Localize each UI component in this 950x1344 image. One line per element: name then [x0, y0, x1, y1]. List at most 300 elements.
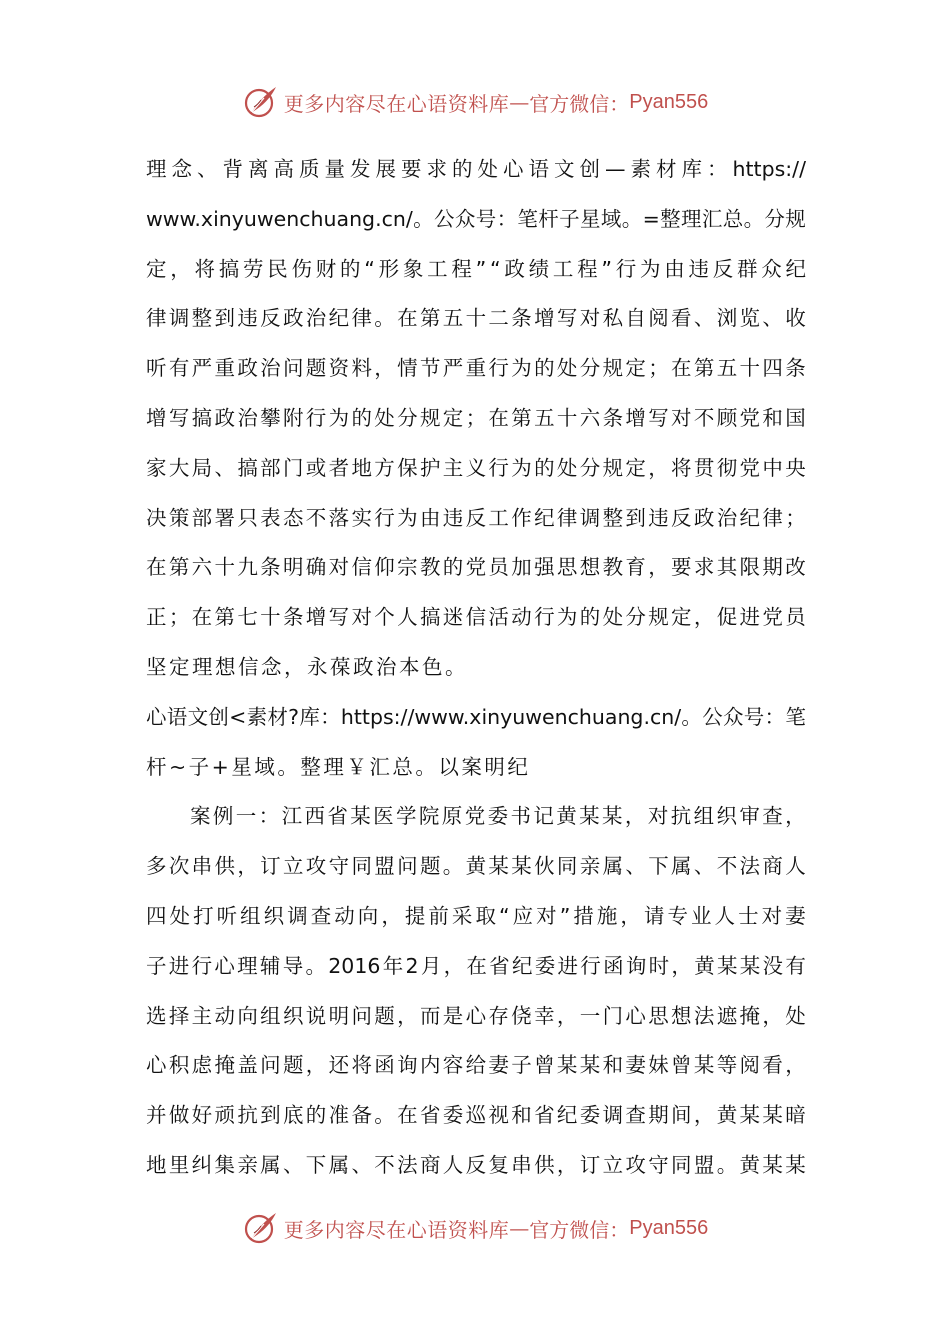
text-token: 十	[465, 306, 487, 331]
text-token: 法	[693, 1003, 715, 1028]
text-token: 分	[579, 356, 601, 381]
text-token: 语	[166, 704, 188, 729]
text-token: 规	[602, 455, 624, 480]
text-token: 部	[191, 505, 213, 530]
text-line	[146, 1091, 806, 1141]
banner-wechat-label: 官方微信：	[529, 91, 630, 116]
text-token: 某	[693, 1053, 715, 1078]
text-token: 审	[739, 804, 760, 829]
text-token: 抗	[237, 1103, 258, 1128]
text-token: 为	[640, 256, 661, 281]
text-token: 的	[351, 405, 372, 430]
text-token: https://	[732, 157, 806, 181]
text-token: —	[605, 157, 626, 181]
text-token: 仰	[374, 555, 395, 580]
text-token: 治	[237, 405, 258, 430]
text-token: 第	[511, 405, 532, 430]
text-token: 增	[146, 405, 167, 430]
banner-wechat-id: Pyan556	[629, 90, 709, 113]
text-token: 某	[785, 1152, 806, 1177]
text-token: 五	[442, 306, 464, 331]
text-token: 律	[351, 306, 372, 331]
text-token: 心	[146, 1053, 167, 1078]
footer-banner	[0, 1208, 950, 1248]
text-token: 和	[511, 1103, 532, 1128]
text-token: 月	[420, 953, 442, 978]
text-token: 政	[214, 405, 235, 430]
text-token: 写	[168, 405, 190, 430]
text-token: 保	[397, 455, 418, 480]
text-token: 形	[378, 256, 400, 281]
text-token: 查	[310, 903, 332, 928]
text-token: 要	[671, 555, 692, 580]
text-token: 集	[214, 1152, 235, 1177]
text-token: 方	[374, 455, 395, 480]
text-token: 节	[419, 356, 441, 381]
text-token: 行	[488, 356, 509, 381]
text-token: 阅	[648, 306, 669, 331]
text-token: 医	[373, 804, 394, 829]
text-token: 教	[419, 555, 441, 580]
text-token: ，	[762, 1003, 783, 1028]
text-token: 盟	[693, 1152, 715, 1177]
text-line	[146, 494, 806, 544]
text-token: 党	[739, 455, 761, 480]
text-token: 员	[488, 555, 509, 580]
text-token: 国	[785, 405, 806, 430]
text-token: 不	[716, 854, 738, 879]
text-token: 员	[785, 605, 806, 630]
text-token: 黄	[556, 804, 577, 829]
text-token: 反	[465, 505, 487, 530]
text-token: 商	[762, 854, 783, 879]
text-token: 促	[716, 605, 738, 630]
text-token: 到	[260, 1103, 281, 1128]
text-token: 例	[212, 804, 234, 829]
text-token: 其	[716, 555, 738, 580]
text-token: 省	[489, 953, 510, 978]
text-token: 对	[351, 605, 372, 630]
text-token: 和	[602, 1053, 624, 1078]
text-token: 某	[511, 854, 532, 879]
text-token: 串	[191, 854, 213, 879]
text-token: 函	[603, 953, 624, 978]
text-token: 由	[664, 256, 685, 281]
text-token: ，	[305, 1053, 327, 1078]
text-token: 行	[305, 405, 327, 430]
text-token: 思	[648, 1003, 669, 1028]
text-token: 心	[146, 704, 167, 729]
text-token: 妹	[648, 1053, 669, 1078]
text-token: 素	[630, 157, 651, 181]
text-token: 导	[282, 953, 304, 978]
text-token: 民	[267, 256, 288, 281]
text-line	[146, 942, 806, 992]
text-token: 查	[625, 1103, 646, 1128]
text-token: 个	[374, 605, 395, 630]
text-token: 号	[743, 704, 765, 729]
banner-text: 更多内容尽在心语资料库	[283, 1217, 510, 1242]
text-token: 到	[625, 505, 646, 530]
text-token: ：	[258, 804, 280, 829]
text-token: 法	[397, 1152, 418, 1177]
text-token: 供	[534, 1152, 555, 1177]
text-token: 只	[237, 505, 258, 530]
text-token: 规	[785, 206, 806, 231]
text-token: 子	[511, 1053, 532, 1078]
text-token: 心	[214, 953, 235, 978]
text-token: 高	[273, 157, 294, 181]
text-token: ，	[624, 804, 646, 829]
text-token: 十	[214, 555, 235, 580]
text-token: 分	[579, 455, 601, 480]
quill-logo-icon	[242, 1209, 280, 1247]
text-token: 工	[427, 256, 448, 281]
text-token: 。	[413, 206, 434, 231]
text-token: 行	[580, 953, 601, 978]
text-token: 处	[556, 356, 578, 381]
text-token: 程	[451, 256, 472, 281]
text-token: 取	[475, 903, 496, 928]
text-token: 串	[511, 1152, 532, 1177]
text-token: 做	[168, 1103, 190, 1128]
text-token: 严	[442, 356, 464, 381]
text-token: 里	[168, 1152, 190, 1177]
text-token: ，	[648, 555, 669, 580]
text-token: 的	[452, 157, 473, 181]
text-token: 财	[315, 256, 337, 281]
text-token: 复	[488, 1152, 509, 1177]
text-token: 学	[396, 804, 417, 829]
text-token: 对	[761, 903, 783, 928]
text-token: 调	[287, 903, 308, 928]
text-token: 调	[602, 1103, 624, 1128]
text-token: 问	[282, 356, 304, 381]
text-token: ，	[785, 804, 806, 829]
text-token: ，	[693, 605, 715, 630]
text-token: 法	[739, 854, 761, 879]
text-token: 搞	[218, 256, 240, 281]
text-token: 盖	[237, 1053, 258, 1078]
text-token: 到	[214, 306, 235, 331]
text-token: 实	[351, 505, 372, 530]
text-token: 治	[716, 505, 738, 530]
text-token: ，	[381, 903, 402, 928]
text-token: 人	[397, 605, 418, 630]
text-token: 有	[785, 953, 806, 978]
text-token: 反	[671, 505, 692, 530]
text-token: 。	[305, 953, 326, 978]
text-token: 搞	[237, 455, 258, 480]
text-token: 中	[762, 455, 783, 480]
text-token: 掩	[739, 1003, 761, 1028]
text-token: 治	[260, 356, 281, 381]
text-token: 对	[671, 405, 692, 430]
text-token: 在	[146, 555, 167, 580]
text-token: 调	[168, 306, 190, 331]
text-token: 分	[397, 405, 418, 430]
text-token: ”	[475, 256, 487, 281]
text-token: 间	[671, 1103, 692, 1128]
text-token: 决	[146, 505, 167, 530]
text-token: 黄	[716, 1103, 738, 1128]
text-token: 的	[305, 1103, 327, 1128]
text-token: 象	[402, 256, 424, 281]
text-token: 好	[191, 1103, 213, 1128]
text-token: 动	[214, 1003, 235, 1028]
text-token: 搞	[191, 405, 213, 430]
banner-separator: —	[509, 1216, 530, 1240]
text-token: 违	[688, 256, 709, 281]
text-token: 自	[625, 306, 646, 331]
text-token: 或	[305, 455, 327, 480]
text-token: 函	[374, 1053, 395, 1078]
text-token: 书	[510, 804, 531, 829]
text-token: 的	[340, 256, 361, 281]
text-token: 十	[739, 356, 761, 381]
text-line	[146, 992, 806, 1042]
text-token: 绩	[528, 256, 550, 281]
text-token: 公	[433, 206, 455, 231]
text-token: 地	[351, 455, 372, 480]
text-token: 语	[528, 157, 549, 181]
text-token: 九	[237, 555, 258, 580]
text-token: 属	[328, 1152, 350, 1177]
text-token: 违	[237, 306, 258, 331]
text-token: 底	[282, 1103, 304, 1128]
text-token: 第	[419, 306, 441, 331]
text-token: 展	[375, 157, 396, 181]
text-token: 处	[374, 405, 395, 430]
text-token: 政	[282, 306, 304, 331]
text-token: 内	[419, 1053, 441, 1078]
text-token: 增	[534, 306, 555, 331]
text-token: 护	[419, 455, 441, 480]
banner-text: 更多内容尽在心语资料库	[283, 91, 510, 116]
banner-wechat-label: 官方微信：	[529, 1217, 630, 1242]
text-token: 作	[511, 505, 532, 530]
text-token: 调	[579, 505, 601, 530]
text-token: 宗	[397, 555, 418, 580]
text-token: 。	[374, 306, 395, 331]
text-token: ，	[671, 953, 692, 978]
text-token: 处	[477, 157, 498, 181]
text-token: 题	[419, 854, 441, 879]
text-token: 盟	[374, 854, 395, 879]
text-token: 积	[168, 1053, 190, 1078]
text-token: 汇	[701, 206, 723, 231]
text-token: 题	[374, 1003, 395, 1028]
text-token: 要	[401, 157, 422, 181]
text-token: 反	[260, 306, 281, 331]
text-token: 存	[488, 1003, 509, 1028]
text-token: 质	[299, 157, 320, 181]
text-token: 五	[716, 356, 738, 381]
text-token: 人	[442, 1152, 464, 1177]
text-token: 。	[621, 206, 643, 231]
text-token: 彻	[716, 455, 738, 480]
text-token: 程	[577, 256, 598, 281]
text-token: 信	[465, 605, 487, 630]
text-token: 工	[552, 256, 574, 281]
text-line-content: 杆~子+星域。整理￥汇总。以案明纪	[146, 754, 531, 779]
text-token: 由	[419, 505, 441, 530]
text-token: 将	[351, 1053, 372, 1078]
text-token: 条	[511, 306, 532, 331]
text-token: ；	[168, 605, 190, 630]
text-token: 听	[216, 903, 238, 928]
text-token: 、	[693, 854, 715, 879]
text-token: 律	[556, 505, 578, 530]
text-token: 进	[168, 953, 190, 978]
text-token: 定	[625, 455, 646, 480]
text-token: 第	[693, 356, 715, 381]
text-token: 立	[602, 1152, 624, 1177]
text-token: 览	[739, 306, 761, 331]
text-token: 文	[554, 157, 575, 181]
text-token: 和	[762, 405, 783, 430]
text-token: 对	[579, 306, 601, 331]
text-token: 行	[374, 505, 395, 530]
text-token: 地	[146, 1152, 167, 1177]
text-token: 亲	[579, 854, 601, 879]
text-token: 攻	[305, 854, 327, 879]
text-line	[146, 294, 806, 344]
text-token: “	[364, 256, 375, 281]
text-token: 遮	[716, 1003, 738, 1028]
text-token: ，	[443, 953, 465, 978]
text-token: 人	[785, 854, 806, 879]
text-token: 为	[511, 455, 532, 480]
text-token: 限	[739, 555, 761, 580]
text-token: 委	[442, 1103, 464, 1128]
text-token: 还	[328, 1053, 350, 1078]
text-token: 四	[146, 903, 167, 928]
text-token: 说	[305, 1003, 327, 1028]
text-token: 确	[305, 555, 327, 580]
text-token: 在	[488, 405, 509, 430]
text-token: 看	[671, 306, 692, 331]
text-token: 请	[643, 903, 665, 928]
text-token: 询	[397, 1053, 418, 1078]
text-token: 、	[693, 306, 715, 331]
text-token: ，	[170, 256, 191, 281]
text-token: ，	[237, 854, 258, 879]
text-token: 案	[190, 804, 211, 829]
text-token: 业	[691, 903, 712, 928]
text-token: 大	[168, 455, 190, 480]
text-token: https://www.xinyuwenchuang.cn/	[340, 704, 682, 729]
text-line	[146, 344, 806, 394]
text-token: 子	[146, 953, 167, 978]
text-token: 年	[382, 953, 404, 978]
text-token: 条	[260, 555, 281, 580]
text-token: 问	[260, 1053, 281, 1078]
text-token: 的	[579, 605, 601, 630]
text-token: 省	[327, 804, 348, 829]
text-token: 西	[304, 804, 325, 829]
text-token: 同	[351, 854, 372, 879]
banner-separator: —	[509, 90, 530, 114]
text-line	[146, 792, 806, 842]
text-token: 多	[146, 854, 167, 879]
text-token: 前	[428, 903, 449, 928]
text-token: 守	[328, 854, 350, 879]
text-token: 期	[762, 555, 783, 580]
text-token: 落	[328, 505, 350, 530]
text-token: 顾	[716, 405, 738, 430]
text-token: 攻	[625, 1152, 646, 1177]
text-token: 、	[214, 455, 235, 480]
text-token: 违	[648, 505, 669, 530]
text-token: 笔	[517, 206, 538, 231]
text-token: 理	[680, 206, 702, 231]
text-token: 2016	[328, 953, 381, 978]
text-token: 问	[351, 1003, 372, 1028]
text-token: 处	[602, 605, 624, 630]
text-token: 为	[556, 605, 578, 630]
text-token: 商	[419, 1152, 441, 1177]
text-token: 主	[191, 1003, 213, 1028]
text-token: 搞	[419, 605, 441, 630]
text-token: 某	[579, 1053, 601, 1078]
text-token: 人	[714, 903, 736, 928]
text-token: 省	[419, 1103, 441, 1128]
text-token: 域	[600, 206, 622, 231]
text-token: 写	[648, 405, 669, 430]
text-token: 幸	[534, 1003, 555, 1028]
text-token: 是	[442, 1003, 464, 1028]
text-token: 立	[282, 854, 304, 879]
text-token: 五	[534, 405, 555, 430]
text-token: 不	[305, 505, 327, 530]
text-token: 记	[533, 804, 554, 829]
text-token: 强	[534, 555, 555, 580]
text-token: 施	[596, 903, 618, 928]
text-token: 同	[671, 1152, 692, 1177]
text-token: 某	[739, 1103, 761, 1128]
text-token: 看	[762, 1053, 783, 1078]
text-token: 纪	[511, 953, 533, 978]
text-token: 规	[419, 405, 441, 430]
text-token: 期	[648, 1103, 669, 1128]
text-token: 的	[534, 455, 555, 480]
text-token: 某	[556, 1053, 578, 1078]
text-token: 定	[442, 405, 464, 430]
text-line-content: 坚定理想信念，永葆政治本色。	[146, 654, 468, 679]
text-token: 局	[191, 455, 213, 480]
text-token: 部	[260, 455, 281, 480]
text-token: 党	[762, 605, 783, 630]
text-token: 定	[625, 356, 646, 381]
text-token: 群	[737, 256, 758, 281]
text-token: 主	[442, 455, 464, 480]
text-token: 写	[556, 306, 578, 331]
text-token: 、	[762, 306, 783, 331]
text-token: 纪	[785, 256, 806, 281]
text-token: 治	[305, 306, 327, 331]
text-token: 七	[237, 605, 258, 630]
text-token: 浏	[716, 306, 738, 331]
text-token: 教	[602, 555, 624, 580]
text-token: 属	[671, 854, 692, 879]
text-token: 严	[191, 356, 213, 381]
text-token: ；	[465, 405, 487, 430]
text-token: 为	[511, 356, 532, 381]
text-token: 整	[602, 505, 624, 530]
text-token: 江	[281, 804, 303, 829]
text-token: 、	[197, 157, 218, 181]
